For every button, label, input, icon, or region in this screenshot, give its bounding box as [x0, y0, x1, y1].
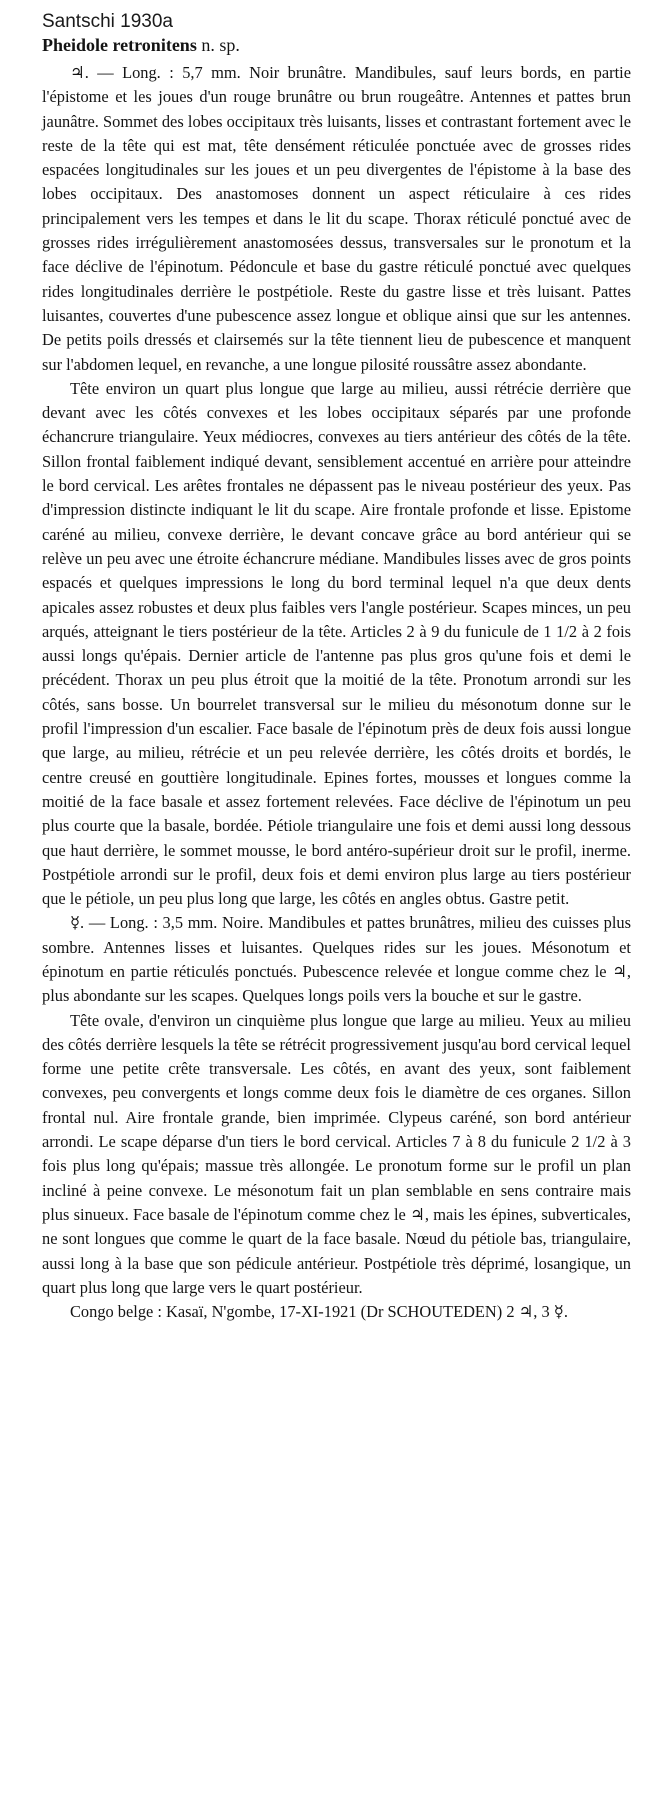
paragraph-worker-morphology: Tête ovale, d'environ un cinquième plus longue que large au milieu. Yeux au milieu des côtés derrière lesquels la tête se rétrécit progressivement jusqu'au bord cervical lequel forme une petite crête transversale. Les côtés, en avant des yeux, sont faiblement convexes, peu convergents et longs comme deux fois le diamètre de ces organes. Sillon frontal nul. Aire frontale grande, bien imprimée. Clypeus caréné, son bord antérieur arrondi. Le scape déparse d'un tiers le bord cervical. Articles 7 à 8 du funicule 2 1/2 à 3 fois plus long qu'épais; massue très allongée. Le pronotum forme sur le profil un plan incliné à peine convexe. Le mésonotum fait un plan semblable en sens contraire mais plus sinueux. Face basale de l'épinotum comme chez le ♃, mais les épines, subverticales, ne sont longues que comme le quart de la face basale. Nœud du pétiole bas, triangulaire, aussi long à la base que son pédicule antérieur. Postpétiole très déprimé, losangique, un quart plus long que large vers le quart postérieur. — [42, 1010, 631, 1297]
paragraph-soldier-color: ♃. — Long. : 5,7 mm. Noir brunâtre. Mandibules, sauf leurs bords, en partie l'épistome et les joues d'un rouge brunâtre ou brun rougeâtre. Antennes et pattes brun jaunâtre. Sommet des lobes occipitaux très luisants, lisses et contrastant fortement avec le reste de la tête qui est mat, tête densément réticulée ponctuée avec de grosses rides espacées longitudinales sur les joues et un peu divergentes de l'épistome à la base des lobes occipitaux. Des anastomoses donnent un aspect réticulaire à ces rides principalement vers les tempes et dans le lit du scape. Thorax réticulé ponctué avec de grosses rides irrégulièrement anastomosées dessus, transversales sur le pronotum et la face déclive de l'épinotum. Pédoncule et base du gastre réticulé ponctué avec quelques rides longitudinales derrière le postpétiole. Reste du gastre lisse et très luisant. Pattes luisantes, couvertes d'une pubescence assez longue et oblique ainsi que sur les antennes. De petits poils dressés et clairsemés sur la tête tiennent lieu de pubescence et manquent sur l'abdomen lequel, en revanche, a une longue pilosité roussâtre assez abondante. — [42, 63, 631, 374]
species-heading — [42, 33, 631, 57]
species-designation: n. sp. — [201, 35, 240, 55]
paragraph-worker-color: ☿. — Long. : 3,5 mm. Noire. Mandibules et pattes brunâtres, milieu des cuisses plus sombre. Antennes lisses et luisantes. Quelques rides sur les joues. Mésonotum et épinotum en partie réticulés ponctués. Pubescence relevée et longue comme chez le ♃, plus abondante sur les scapes. Quelques longs poils vers la bouche et sur le gastre. — [42, 913, 631, 1006]
paragraph-soldier-morphology: Tête environ un quart plus longue que large au milieu, aussi rétrécie derrière que devant avec les côtés convexes et les lobes occipitaux séparés par une profonde échancrure triangulaire. Yeux médiocres, convexes au tiers antérieur des côtés de la tête. Sillon frontal faiblement indiqué devant, sensiblement accentué en arrière pour atteindre le bord cervical. Les arêtes frontales ne dépassent pas le niveau postérieur des yeux. Pas d'impression distincte indiquant le lit du scape. Aire frontale profonde et lisse. Epistome caréné au milieu, convexe derrière, le devant concave grâce au bord antérieur qui se relève un peu avec une étroite échancrure médiane. Mandibules lisses avec de gros points espacés et quelques impressions le long du bord terminal lequel n'a que deux dents apicales assez robustes et deux plus faibles vers l'angle postérieur. Scapes minces, un peu arqués, atteignant le tiers postérieur de la tête. Articles 2 à 9 du funicule de 1 1/2 à 2 fois aussi longs qu'épais. Dernier article de l'antenne pas plus gros qu'une fois et demi le précédent. Thorax un peu plus étroit que la moitié de la tête. Pronotum arrondi sur les côtés, sans bosse. Un bourrelet transversal sur le milieu du mésonotum donne sur le profil l'impression d'un escalier. Face basale de l'épinotum près de deux fois aussi longue que large, au milieu, rétrécie et un peu relevée derrière, les côtés droits et bordés, le centre creusé en gouttière longitudinale. Epines fortes, mousses et longues comme la moitié de la face basale et assez fortement relevées. Face déclive de l'épinotum un peu plus courte que la basale, bordée. Pétiole triangulaire une fois et demi aussi long dessous que haut derrière, le sommet mousse, le bord antéro-supérieur droit sur le profil, inerme. Postpétiole arrondi sur le profil, deux fois et demi environ plus large au tiers postérieur que le pétiole, un peu plus long que large, les côtés en angles obtus. Gastre petit. — [42, 378, 631, 909]
species-name: Pheidole retronitens — [42, 35, 197, 55]
collection-locality: Congo belge : Kasaï, N'gombe, 17-XI-1921 (Dr SCHOUTEDEN) 2 ♃, 3 ☿. — [70, 1302, 568, 1322]
source-citation: Santschi 1930a — [42, 11, 173, 32]
